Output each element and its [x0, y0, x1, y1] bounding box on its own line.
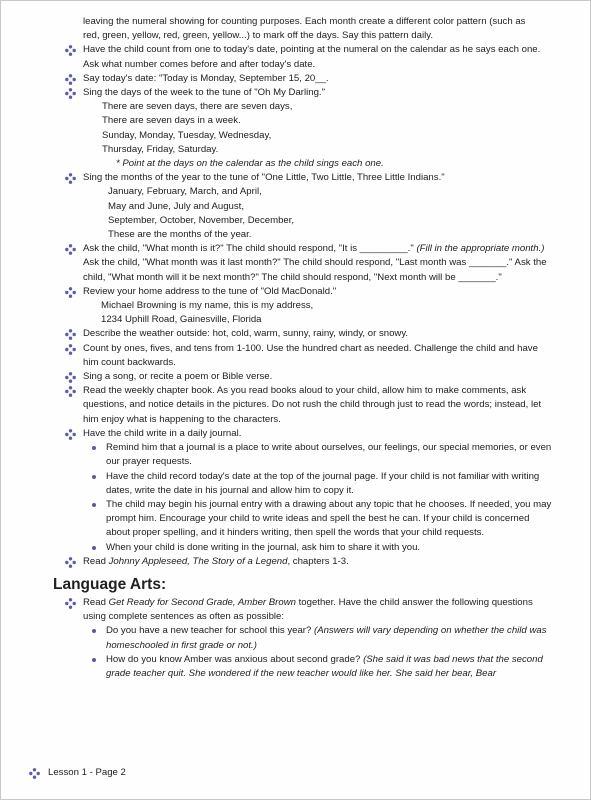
dot-bullet-icon: [92, 503, 96, 507]
song-line: These are the months of the year.: [108, 229, 252, 241]
song-line: January, February, March, and April,: [108, 186, 262, 198]
song-line: There are seven days in a week.: [102, 115, 241, 127]
item-text: Have the child count from one to today's date, pointing at the numeral on the calendar as he says each one. Ask what number comes before and after today's date.: [83, 44, 541, 70]
item-note: (Fill in the appropriate month.): [416, 243, 545, 255]
item-text: Review your home address to the tune of "Old MacDonald.": [83, 285, 337, 297]
song-line: Sunday, Monday, Tuesday, Wednesday,: [102, 129, 272, 141]
sub-item-text: The child may begin his journal entry with a drawing about any topic that he chooses. If needed, you may prompt him. Encourage your child to write ideas and spell the best he can. If your child is concerned about proper spelling, and it hinders writing, then spell the words that your child requests.: [106, 498, 552, 539]
dot-bullet-icon: [92, 475, 96, 479]
list-item-address-song: [1, 285, 549, 299]
lesson-content: [1, 15, 591, 681]
list-item-todays-date: [1, 72, 549, 86]
dot-bullet-icon: [92, 629, 96, 633]
list-item-sing-song: [1, 370, 549, 384]
dot-bullet-icon: [92, 546, 96, 550]
diamond-bullet-icon: [65, 429, 76, 440]
sub-item-text: Remind him that a journal is a place to write about ourselves, our feelings, our special memories, or even our prayer requests.: [106, 442, 552, 468]
item-text: Ask the child, "What month is it?" The child should respond, "It is _________.": [83, 243, 414, 255]
list-item-counting: [1, 342, 549, 370]
diamond-bullet-icon: [65, 372, 76, 383]
item-text: Sing the days of the week to the tune of "Oh My Darling.": [83, 87, 325, 99]
item-text: Count by ones, fives, and tens from 1-100. Use the hundred chart as needed. Challenge the child and have him count backwards.: [83, 342, 538, 368]
dot-bullet-icon: [92, 446, 96, 450]
journal-sub-item: [1, 441, 553, 469]
section-heading-language-arts: Language Arts:: [53, 575, 167, 593]
diamond-bullet-icon: [65, 287, 76, 298]
diamond-bullet-icon: [65, 173, 76, 184]
book-title: Johnny Appleseed, The Story of a Legend: [108, 555, 288, 567]
diamond-bullet-icon: [65, 386, 76, 397]
item-text: , chapters 1-3.: [287, 555, 349, 567]
answer-note: (She said it was bad news that the second grade teacher quit. She wondered if the new teacher would like her. She said her bear, Bear: [106, 653, 543, 679]
list-item-appleseed: [1, 555, 549, 569]
item-text: Sing a song, or recite a poem or Bible verse.: [83, 371, 273, 383]
days-song-note: * Point at the days on the calendar as the child sings each one.: [116, 158, 384, 170]
item-text: Read: [83, 555, 109, 567]
page-footer: [29, 766, 126, 780]
diamond-bullet-icon: [65, 244, 76, 255]
item-text: Read the weekly chapter book. As you read books aloud to your child, allow him to make comments, ask questions, and notice details in the pictures. Do not rush the child through just to read the words; instead, let him enjoy what is happening to the characters.: [83, 385, 542, 425]
song-line: Thursday, Friday, Saturday.: [102, 143, 219, 155]
item-text: Read: [83, 596, 109, 608]
song-line: There are seven days, there are seven days,: [102, 101, 293, 113]
diamond-bullet-icon: [65, 88, 76, 99]
item-text: Say today's date: "Today is Monday, September 15, 20__.: [83, 72, 329, 84]
diamond-bullet-icon: [65, 557, 76, 568]
list-item-months-song: [1, 171, 549, 185]
diamond-bullet-icon: [29, 768, 40, 779]
list-item-chapter-book: [1, 384, 549, 427]
continued-paragraph: leaving the numeral showing for counting purposes. Each month create a different color pattern (such as red, green, yellow, red, green, yellow...) to mark off the days. Say this pattern daily.: [83, 16, 526, 42]
journal-sub-item: [1, 470, 553, 498]
diamond-bullet-icon: [65, 74, 76, 85]
question-sub-item: [1, 624, 553, 652]
item-text: Have the child write in a daily journal.: [83, 427, 242, 439]
song-line: Michael Browning is my name, this is my address,: [101, 300, 314, 312]
diamond-bullet-icon: [65, 45, 76, 56]
list-item-month-questions: [1, 242, 549, 285]
list-item-weather: [1, 327, 549, 341]
question-sub-item: [1, 653, 553, 681]
item-text: Ask the child, "What month was it last month?" The child should respond, "Last month was _______." Ask the child, "What month will it be next month?" The child should respond, "Next month will be _______.": [83, 257, 547, 283]
footer-page-label: Lesson 1 - Page 2: [48, 767, 126, 778]
song-line: September, October, November, December,: [108, 214, 295, 226]
journal-sub-item: [1, 498, 553, 541]
diamond-bullet-icon: [65, 598, 76, 609]
list-item-journal: [1, 427, 549, 441]
journal-sub-item: [1, 541, 553, 555]
book-title: Get Ready for Second Grade, Amber Brown: [108, 596, 296, 608]
item-text: Sing the months of the year to the tune of "One Little, Two Little, Three Little Indians.": [83, 172, 445, 184]
question-text: Do you have a new teacher for school this year?: [106, 625, 312, 637]
song-line: May and June, July and August,: [108, 200, 244, 212]
diamond-bullet-icon: [65, 344, 76, 355]
item-text: together. Have the child answer the following questions using complete sentences as often as possible:: [83, 596, 533, 623]
item-text: Describe the weather outside: hot, cold, warm, sunny, rainy, windy, or snowy.: [83, 328, 409, 340]
address-song-lyrics: [1, 299, 591, 327]
diamond-bullet-icon: [65, 329, 76, 340]
list-item-calendar-count: [1, 43, 549, 71]
list-item-days-song: [1, 86, 549, 100]
question-text: How do you know Amber was anxious about second grade?: [106, 653, 361, 665]
list-item-read-amber-brown: [1, 596, 549, 624]
song-line: 1234 Uphill Road, Gainesville, Florida: [101, 314, 262, 326]
dot-bullet-icon: [92, 658, 96, 662]
sub-item-text: When your child is done writing in the journal, ask him to share it with you.: [106, 541, 421, 553]
answer-note: (Answers will vary depending on whether the child was homeschooled in first grade or not.): [106, 625, 547, 651]
months-song-lyrics: [1, 185, 591, 242]
sub-item-text: Have the child record today's date at the top of the journal page. If your child is not familiar with writing dates, write the date in his journal and allow him to copy it.: [106, 470, 540, 496]
days-song-lyrics: [1, 100, 591, 157]
